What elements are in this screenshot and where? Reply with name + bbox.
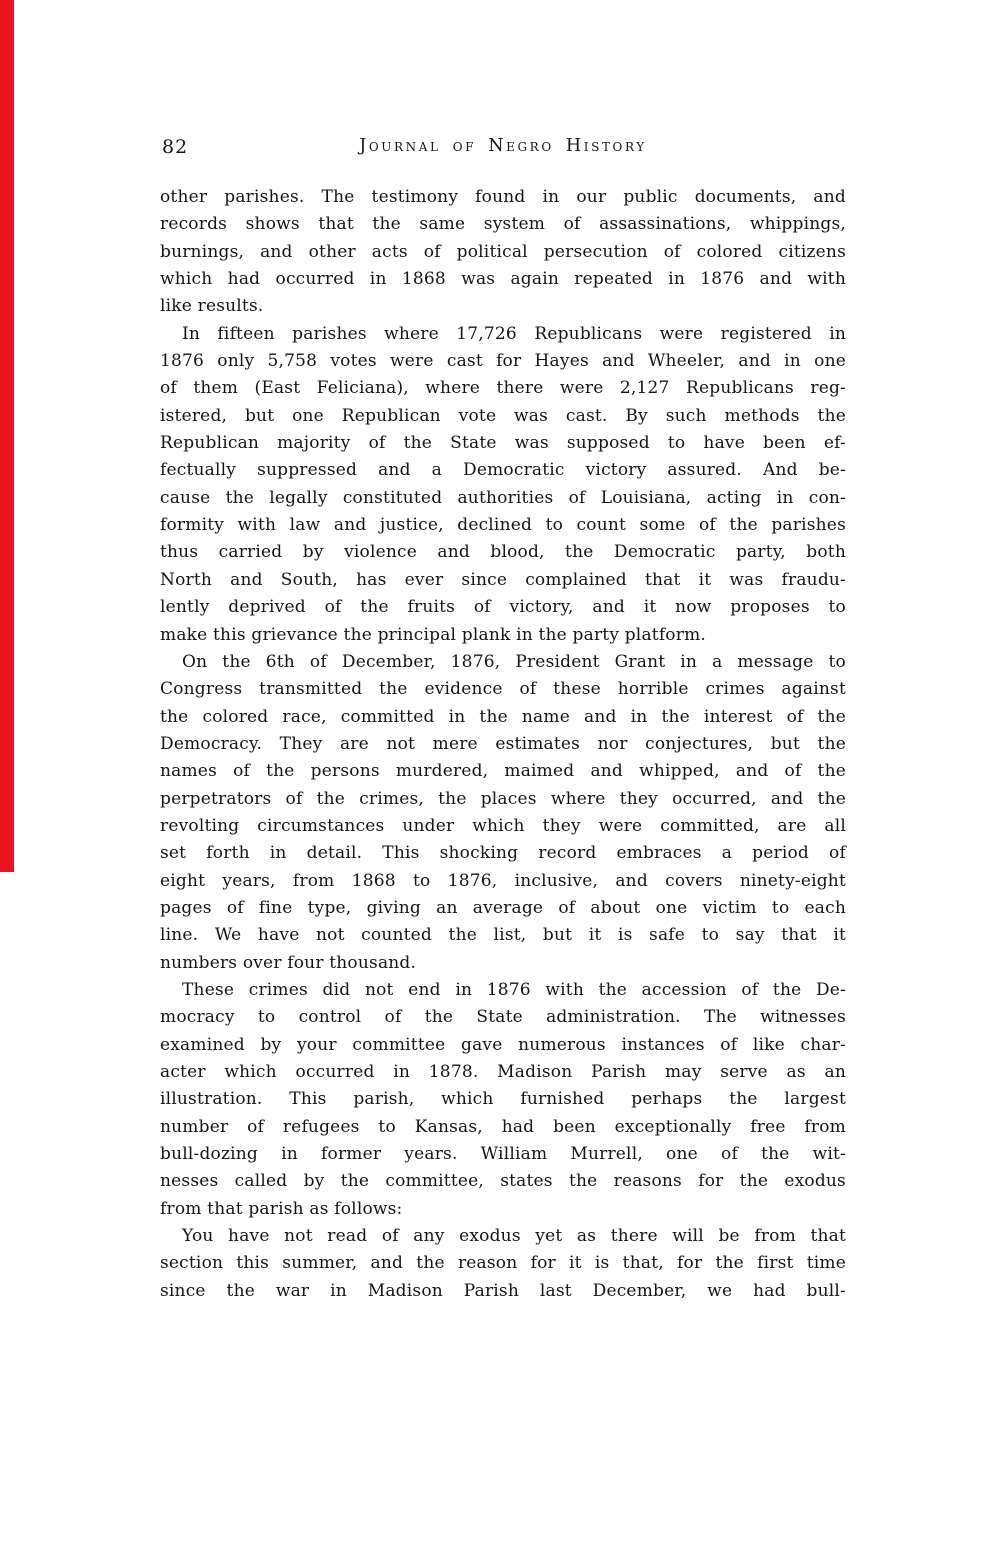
text-line: lently deprived of the fruits of victory, and it now proposes to [160,597,846,618]
text-line: acter which occurred in 1878. Madison Parish may serve as an [160,1062,846,1082]
text-line: fectually suppressed and a Democratic victory assured. And be- [160,460,846,481]
text-line: perpetrators of the crimes, the places where they occurred, and the [160,788,846,809]
text-line: These crimes did not end in 1876 with the accession of the De- [182,979,846,1000]
text-line: of them (East Feliciana), where there were 2,127 Republicans reg- [160,378,846,399]
text-line: names of the persons murdered, maimed and whipped, and of the [160,761,846,782]
text-line: Democracy. They are not mere estimates nor conjectures, but the [160,733,846,754]
text-line: revolting circumstances under which they were committed, are all [160,815,846,836]
text-line: 1876 only 5,758 votes were cast for Hayes and Wheeler, and in one [160,351,846,372]
text-line: Republican majority of the State was supposed to have been ef- [160,433,846,454]
running-title: Journal of Negro History [359,136,647,156]
text-line: eight years, from 1868 to 1876, inclusive, and covers ninety-eight [160,870,846,891]
text-line: from that parish as follows: [160,1198,403,1219]
text-line: examined by your committee gave numerous instances of like char- [160,1034,846,1055]
page-number: 82 [162,136,189,158]
text-line: You have not read of any exodus yet as there will be from that [182,1226,846,1247]
body-text [160,184,846,1305]
text-line: burnings, and other acts of political persecution of colored citizens [160,241,846,262]
text-line: other parishes. The testimony found in our public documents, and [160,187,846,207]
text-line: cause the legally constituted authorities of Louisiana, acting in con- [160,487,846,508]
text-line: set forth in detail. This shocking record embraces a period of [160,843,846,864]
text-line: make this grievance the principal plank in the party platform. [160,624,706,645]
text-line: section this summer, and the reason for it is that, for the first time [160,1253,846,1274]
text-line: pages of fine type, giving an average of about one victim to each [160,897,846,918]
text-line: line. We have not counted the list, but it is safe to say that it [160,925,846,946]
text-line: In fifteen parishes where 17,726 Republicans were registered in [182,323,846,344]
text-line: Congress transmitted the evidence of these horrible crimes against [160,679,846,700]
text-line: number of refugees to Kansas, had been exceptionally free from [160,1116,846,1137]
text-line: records shows that the same system of assassinations, whippings, [160,214,846,235]
text-line: formity with law and justice, declined to count some of the parishes [160,515,846,536]
text-line: like results. [160,296,264,317]
text-line: the colored race, committed in the name and in the interest of the [160,706,846,727]
text-line: numbers over four thousand. [160,952,417,973]
text-line: On the 6th of December, 1876, President Grant in a message to [182,651,846,672]
scan-edge-stripe [0,0,14,872]
text-line: which had occurred in 1868 was again repeated in 1876 and with [160,269,846,290]
text-line: nesses called by the committee, states the reasons for the exodus [160,1171,846,1192]
text-line: illustration. This parish, which furnished perhaps the largest [160,1089,846,1110]
page-header [160,136,846,162]
text-line: thus carried by violence and blood, the Democratic party, both [160,542,846,563]
text-line: istered, but one Republican vote was cast. By such methods the [160,405,846,426]
text-line: since the war in Madison Parish last December, we had bull- [160,1280,846,1301]
text-line: North and South, has ever since complained that it was fraudu- [160,569,846,590]
text-line: bull-dozing in former years. William Murrell, one of the wit- [160,1144,846,1165]
text-line: mocracy to control of the State administration. The witnesses [160,1007,846,1028]
